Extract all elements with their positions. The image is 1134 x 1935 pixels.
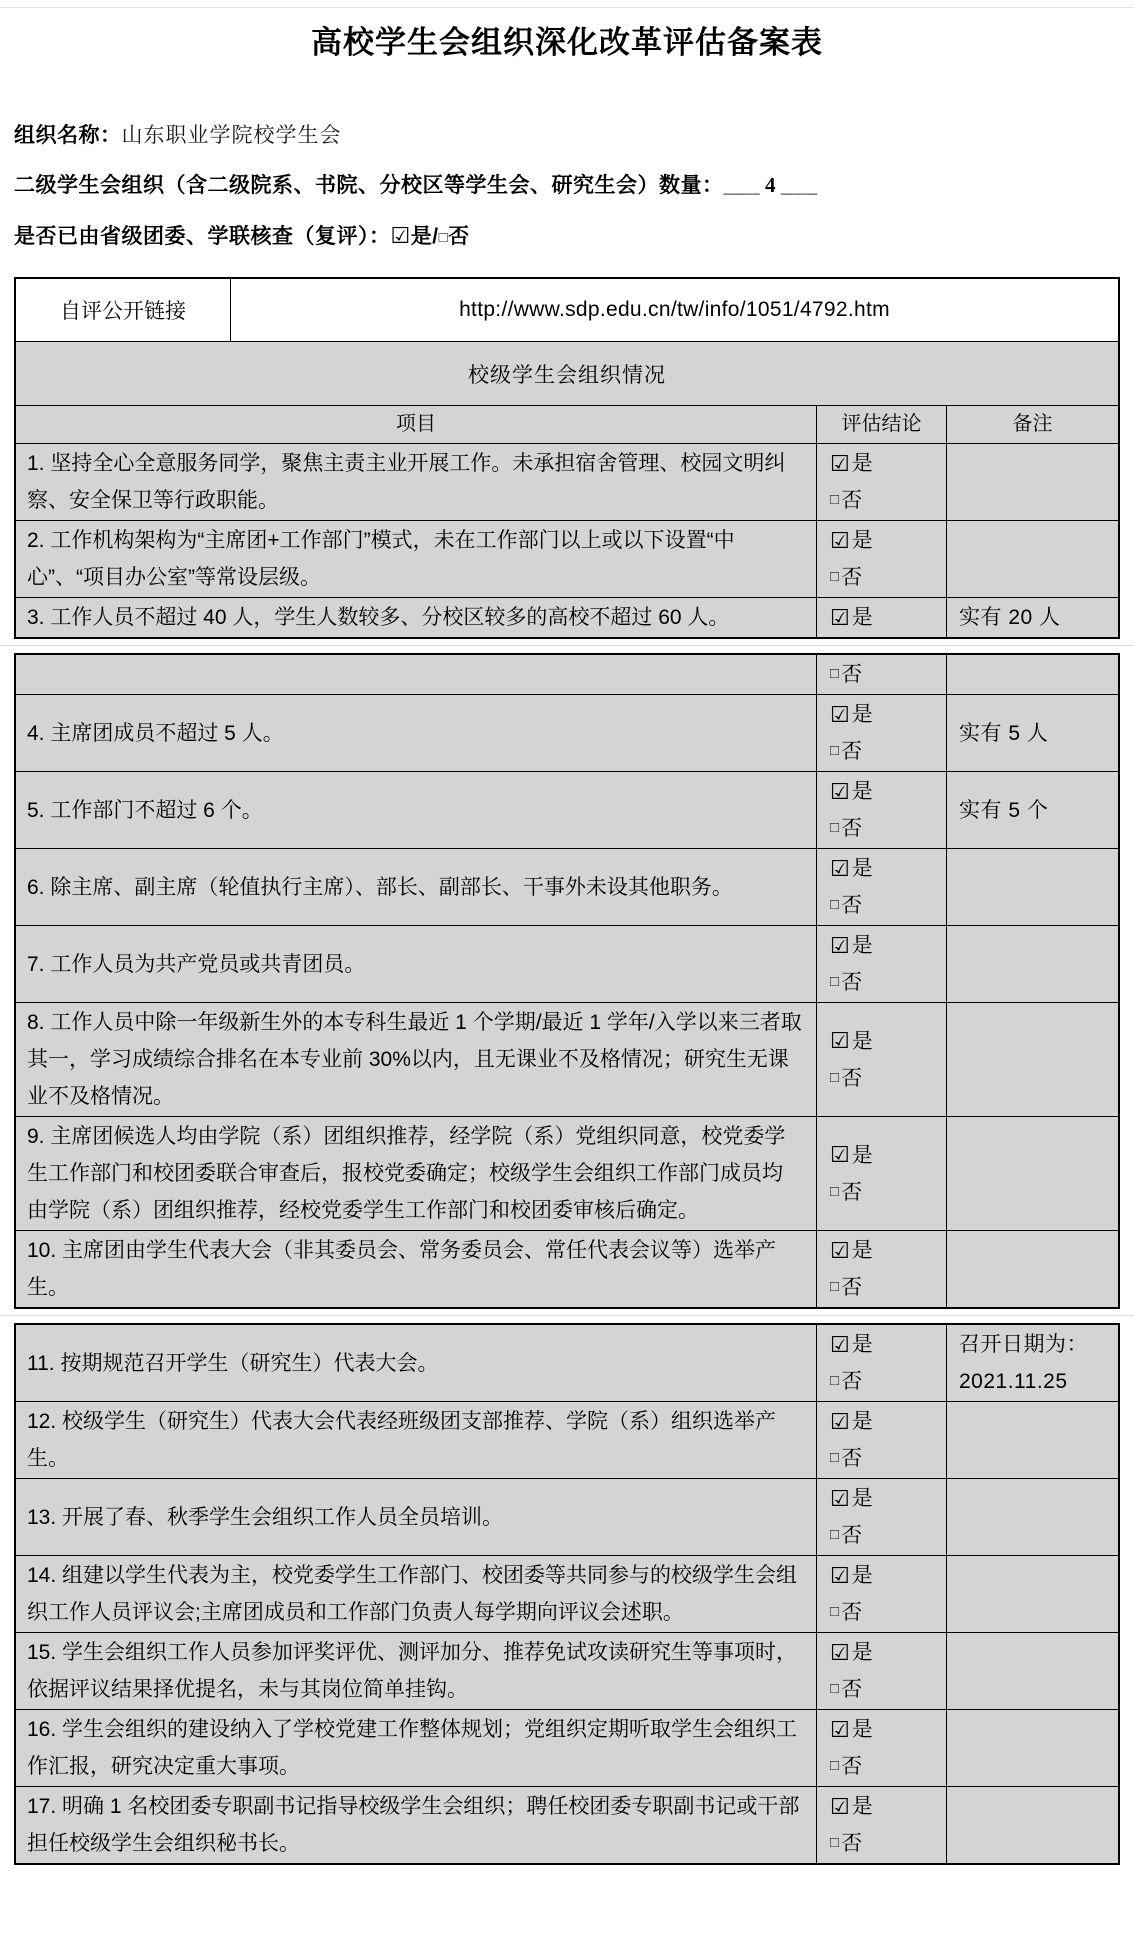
checkbox-yes[interactable]: [830, 773, 946, 810]
review-separator: /: [432, 225, 439, 248]
checkbox-yes-label: 是: [851, 606, 873, 629]
checkbox-no[interactable]: [830, 1269, 946, 1306]
table-row: [16, 443, 1118, 520]
checkbox-no[interactable]: [830, 1671, 946, 1708]
item-cell: [16, 655, 816, 694]
checkbox-no-label: 否: [841, 1276, 863, 1299]
item-text: 5. 工作部门不超过 6 个。: [27, 798, 263, 822]
table-row: [16, 1116, 1118, 1230]
table-row: [16, 655, 1118, 694]
checkbox-unchecked-icon: □: [830, 665, 840, 682]
review-no-label: 否: [448, 225, 470, 248]
checkbox-checked-icon: ☑: [830, 604, 850, 630]
conclusion-cell: [816, 1787, 946, 1863]
item-cell: [16, 926, 816, 1002]
checkbox-yes-label: 是: [851, 780, 873, 803]
item-text: 1. 坚持全心全意服务同学，聚焦主责主业开展工作。未承担宿舍管理、校园文明纠察、安全保卫等行政职能。: [27, 452, 786, 512]
table-row: [16, 1632, 1118, 1709]
count-underscore-left: ___: [723, 174, 761, 197]
checkbox-no-label: 否: [841, 1601, 863, 1624]
checkbox-no[interactable]: [830, 1440, 946, 1477]
checkbox-yes-label: 是: [851, 703, 873, 726]
page-break-2: [0, 1309, 1134, 1323]
table-row: [16, 1709, 1118, 1786]
checkbox-yes[interactable]: [830, 1788, 946, 1825]
checkbox-yes-label: 是: [851, 934, 873, 957]
item-text: 16. 学生会组织的建设纳入了学校党建工作整体规划；党组织定期听取学生会组织工作汇报，研究决定重大事项。: [27, 1718, 798, 1778]
table-row: [16, 694, 1118, 771]
checkbox-yes[interactable]: [830, 1634, 946, 1671]
checkbox-no[interactable]: [830, 1748, 946, 1785]
checkbox-yes[interactable]: [830, 1403, 946, 1440]
main-table-page-2: [14, 653, 1120, 1309]
conclusion-cell: [816, 598, 946, 637]
checkbox-unchecked-icon: □: [438, 229, 449, 246]
item-cell: [16, 1402, 816, 1478]
item-cell: [16, 1710, 816, 1786]
checkbox-unchecked-icon: □: [830, 1757, 840, 1774]
checkbox-checked-icon: ☑: [830, 1485, 850, 1511]
checkbox-checked-icon: ☑: [830, 701, 850, 727]
secondary-org-count-label: 二级学生会组织（含二级院系、书院、分校区等学生会、研究生会）数量：: [14, 174, 724, 197]
checkbox-yes-label: 是: [851, 1718, 873, 1741]
checkbox-checked-icon: ☑: [830, 1028, 850, 1053]
checkbox-no[interactable]: [830, 964, 946, 1001]
remark-text: 召开日期为：: [959, 1333, 1088, 1356]
table-row: [16, 1786, 1118, 1863]
checkbox-checked-icon: ☑: [830, 932, 850, 958]
table-row: [16, 1555, 1118, 1632]
item-cell: [16, 695, 816, 771]
checkbox-no[interactable]: [830, 1060, 946, 1097]
self-link-url[interactable]: http://www.sdp.edu.cn/tw/info/1051/4792.htm: [230, 279, 1118, 341]
page-break-1: [0, 639, 1134, 653]
remark-cell: [946, 695, 1118, 771]
checkbox-yes[interactable]: [830, 927, 946, 964]
table-row: [16, 520, 1118, 597]
remark-cell: [946, 1117, 1118, 1230]
conclusion-cell: [816, 1117, 946, 1230]
remark-cell: [946, 1003, 1118, 1116]
section-title-row: [16, 341, 1118, 405]
remark-cell: [946, 772, 1118, 848]
checkbox-unchecked-icon: □: [830, 1449, 840, 1466]
item-cell: [16, 1003, 816, 1116]
item-text: 4. 主席团成员不超过 5 人。: [27, 721, 284, 745]
checkbox-checked-icon: ☑: [830, 1639, 850, 1665]
checkbox-no[interactable]: [830, 656, 946, 693]
checkbox-unchecked-icon: □: [830, 1068, 840, 1086]
checkbox-yes-label: 是: [851, 1239, 873, 1262]
checkbox-no-label: 否: [841, 663, 863, 686]
item-text: 7. 工作人员为共产党员或共青团员。: [27, 952, 366, 976]
checkbox-checked-icon: ☑: [830, 778, 850, 804]
item-text: 13. 开展了春、秋季学生会组织工作人员全员培训。: [27, 1505, 504, 1529]
checkbox-unchecked-icon: □: [830, 742, 840, 759]
meta-fields: [14, 122, 1134, 251]
checkbox-no[interactable]: [830, 482, 946, 519]
item-cell: [16, 521, 816, 597]
checkbox-yes-label: 是: [851, 1410, 873, 1433]
remark-cell: [946, 1231, 1118, 1307]
org-name-line: [14, 122, 1134, 149]
checkbox-checked-icon: ☑: [830, 1716, 850, 1742]
checkbox-no-label: 否: [841, 1524, 863, 1547]
item-cell: [16, 1479, 816, 1555]
item-text: 10. 主席团由学生代表大会（非其委员会、常务委员会、常任代表会议等）选举产生。: [27, 1239, 777, 1299]
remark-cell: [946, 1479, 1118, 1555]
checkbox-yes-label: 是: [851, 1029, 873, 1053]
main-table-page-3: [14, 1323, 1120, 1865]
org-name-value: 山东职业学院校学生会: [121, 123, 342, 147]
checkbox-unchecked-icon: □: [830, 1372, 840, 1389]
conclusion-cell: [816, 849, 946, 925]
checkbox-yes-label: 是: [851, 452, 873, 475]
item-cell: [16, 1787, 816, 1863]
item-text: 17. 明确 1 名校团委专职副书记指导校级学生会组织；聘任校团委专职副书记或干部担任校级学生会组织秘书长。: [27, 1795, 800, 1855]
secondary-org-count-line: [14, 172, 1134, 199]
section-title: 校级学生会组织情况: [468, 363, 666, 387]
checkbox-yes-label: 是: [851, 1564, 873, 1587]
col-header-remark: 备注: [946, 406, 1118, 443]
checkbox-unchecked-icon: □: [830, 1603, 840, 1620]
checkbox-yes-label: 是: [851, 1487, 873, 1510]
checkbox-no-label: 否: [841, 1180, 863, 1204]
checkbox-no-label: 否: [841, 1755, 863, 1778]
checkbox-yes[interactable]: [830, 599, 946, 636]
item-cell: [16, 1325, 816, 1401]
item-cell: [16, 849, 816, 925]
checkbox-no[interactable]: [830, 810, 946, 847]
item-text: 11. 按期规范召开学生（研究生）代表大会。: [27, 1351, 439, 1375]
item-text: 15. 学生会组织工作人员参加评奖评优、测评加分、推荐免试攻读研究生等事项时，依据评议结果择优提名，未与其岗位简单挂钩。: [27, 1641, 798, 1701]
checkbox-yes-label: 是: [851, 857, 873, 880]
table-row: [16, 1230, 1118, 1307]
conclusion-cell: [816, 1479, 946, 1555]
checkbox-unchecked-icon: □: [830, 1680, 840, 1697]
conclusion-cell: [816, 695, 946, 771]
review-line: [14, 222, 1134, 251]
checkbox-yes[interactable]: [830, 696, 946, 733]
checkbox-no[interactable]: [830, 1594, 946, 1631]
item-cell: [16, 444, 816, 520]
checkbox-checked-icon: ☑: [830, 450, 850, 476]
checkbox-checked-icon: ☑: [830, 1331, 850, 1357]
item-cell: [16, 1117, 816, 1230]
item-text: 3. 工作人员不超过 40 人，学生人数较多、分校区较多的高校不超过 60 人。: [27, 606, 730, 629]
checkbox-unchecked-icon: □: [830, 491, 840, 508]
conclusion-cell: [816, 1402, 946, 1478]
checkbox-no-label: 否: [841, 1447, 863, 1470]
remark-cell: [946, 1787, 1118, 1863]
remark-cell: [946, 1710, 1118, 1786]
remark-cell: [946, 1556, 1118, 1632]
checkbox-unchecked-icon: □: [830, 896, 840, 913]
checkbox-checked-icon: ☑: [830, 1793, 850, 1819]
conclusion-cell: [816, 521, 946, 597]
item-text: 9. 主席团候选人均由学院（系）团组织推荐，经学院（系）党组织同意，校党委学生工作部门和校团委联合审查后，报校党委确定；校级学生会组织工作部门成员均由学院（系）团组织推荐，经校党委学生工作部门和校团委审核后确定。: [27, 1125, 786, 1222]
checkbox-yes[interactable]: [830, 1232, 946, 1269]
remark-cell: [946, 655, 1118, 694]
remark-text: 实有 5 个: [959, 798, 1049, 822]
checkbox-no-label: 否: [841, 1678, 863, 1701]
org-name-label: 组织名称：: [14, 124, 122, 147]
checkbox-unchecked-icon: □: [830, 1182, 840, 1200]
checkbox-no-label: 否: [841, 817, 863, 840]
remark-cell: [946, 1402, 1118, 1478]
checkbox-yes[interactable]: [830, 1480, 946, 1517]
checkbox-unchecked-icon: □: [830, 973, 840, 990]
checkbox-checked-icon: ☑: [830, 1562, 850, 1588]
table-row: [16, 1401, 1118, 1478]
checkbox-yes-label: 是: [851, 1143, 873, 1167]
table-row: [16, 1002, 1118, 1116]
checkbox-no[interactable]: [830, 1174, 946, 1211]
col-header-item: 项目: [396, 413, 436, 435]
review-checkbox-no[interactable]: [439, 225, 470, 248]
table-row: [16, 848, 1118, 925]
checkbox-no[interactable]: [830, 559, 946, 596]
page-top-edge: [0, 7, 1134, 8]
remark-cell: [946, 598, 1118, 637]
conclusion-cell: [816, 1231, 946, 1307]
remark-cell: [946, 521, 1118, 597]
table-row: [16, 597, 1118, 637]
review-yes-label: 是: [410, 225, 433, 248]
checkbox-yes-label: 是: [851, 529, 873, 552]
remark-text: 实有 20 人: [959, 606, 1061, 629]
checkbox-no[interactable]: [830, 1825, 946, 1862]
checkbox-checked-icon: ☑: [830, 527, 850, 553]
conclusion-cell: [816, 1556, 946, 1632]
remark-cell: [946, 1633, 1118, 1709]
checkbox-no-label: 否: [841, 1832, 863, 1855]
checkbox-no[interactable]: [830, 1517, 946, 1554]
col-header-conclusion: 评估结论: [816, 406, 946, 443]
remark-cell: [946, 444, 1118, 520]
checkbox-yes-label: 是: [851, 1641, 873, 1664]
remark-cell: [946, 1325, 1118, 1401]
checkbox-unchecked-icon: □: [830, 1526, 840, 1543]
remark-cell: [946, 926, 1118, 1002]
checkbox-yes[interactable]: [830, 1711, 946, 1748]
item-cell: [16, 1633, 816, 1709]
checkbox-checked-icon: ☑: [830, 855, 850, 881]
table-row: [16, 771, 1118, 848]
checkbox-yes-label: 是: [851, 1795, 873, 1818]
conclusion-cell: [816, 1633, 946, 1709]
checkbox-yes[interactable]: [830, 445, 946, 482]
item-cell: [16, 772, 816, 848]
item-text: 8. 工作人员中除一年级新生外的本专科生最近 1 个学期/最近 1 学年/入学以来三者取其一，学习成绩综合排名在本专业前 30%以内，且无课业不及格情况；研究生无课业不及格情况。: [27, 1011, 802, 1108]
conclusion-cell: [816, 655, 946, 694]
page-title: 高校学生会组织深化改革评估备案表: [311, 25, 823, 60]
checkbox-yes[interactable]: [830, 850, 946, 887]
remark-text: 2021.11.25: [959, 1370, 1068, 1393]
conclusion-cell: [816, 1325, 946, 1401]
checkbox-no-label: 否: [841, 894, 863, 917]
checkbox-no-label: 否: [841, 489, 863, 512]
self-link-row: [16, 279, 1118, 341]
table-row: [16, 925, 1118, 1002]
checkbox-yes-label: 是: [851, 1333, 873, 1356]
column-header-row: [16, 405, 1118, 443]
remark-cell: [946, 849, 1118, 925]
review-checkbox-yes[interactable]: [391, 225, 433, 248]
count-underscore-right: ___: [781, 174, 818, 197]
checkbox-no-label: 否: [841, 1370, 863, 1393]
checkbox-yes[interactable]: [830, 1023, 946, 1060]
checkbox-checked-icon: ☑: [830, 1142, 850, 1167]
checkbox-no-label: 否: [841, 740, 863, 763]
checkbox-yes[interactable]: [830, 1557, 946, 1594]
conclusion-cell: [816, 772, 946, 848]
checkbox-unchecked-icon: □: [830, 1834, 840, 1851]
checkbox-no[interactable]: [830, 887, 946, 924]
item-cell: [16, 1231, 816, 1307]
checkbox-no-label: 否: [841, 1066, 863, 1090]
checkbox-no[interactable]: [830, 733, 946, 770]
item-text: 12. 校级学生（研究生）代表大会代表经班级团支部推荐、学院（系）组织选举产生。: [27, 1410, 777, 1470]
self-link-label: 自评公开链接: [60, 300, 186, 323]
table-area: [14, 277, 1120, 1865]
item-cell: [16, 1556, 816, 1632]
checkbox-no-label: 否: [841, 566, 863, 589]
checkbox-checked-icon: ☑: [830, 1237, 850, 1263]
checkbox-checked-icon: ☑: [390, 223, 411, 248]
conclusion-cell: [816, 1003, 946, 1116]
checkbox-yes[interactable]: [830, 1137, 946, 1174]
item-text: 14. 组建以学生代表为主，校党委学生工作部门、校团委等共同参与的校级学生会组织工作人员评议会;主席团成员和工作部门负责人每学期向评议会述职。: [27, 1564, 798, 1624]
checkbox-unchecked-icon: □: [830, 568, 840, 585]
table-row: [16, 1325, 1118, 1401]
checkbox-yes[interactable]: [830, 1326, 946, 1363]
item-text: 2. 工作机构架构为“主席团+工作部门”模式，未在工作部门以上或以下设置“中心”、“项目办公室”等常设层级。: [27, 529, 735, 589]
table-row: [16, 1478, 1118, 1555]
checkbox-no-label: 否: [841, 971, 863, 994]
checkbox-unchecked-icon: □: [830, 819, 840, 836]
checkbox-yes[interactable]: [830, 522, 946, 559]
conclusion-cell: [816, 1710, 946, 1786]
remark-text: 实有 5 人: [959, 721, 1049, 745]
checkbox-unchecked-icon: □: [830, 1278, 840, 1295]
checkbox-checked-icon: ☑: [830, 1408, 850, 1434]
review-label: 是否已由省级团委、学联核查（复评）：: [14, 225, 391, 248]
item-cell: [16, 598, 816, 637]
main-table-page-1: [14, 277, 1120, 639]
conclusion-cell: [816, 444, 946, 520]
item-text: 6. 除主席、副主席（轮值执行主席）、部长、副部长、干事外未设其他职务。: [27, 875, 733, 899]
checkbox-no[interactable]: [830, 1363, 946, 1400]
conclusion-cell: [816, 926, 946, 1002]
secondary-org-count-value: 4: [765, 173, 777, 197]
